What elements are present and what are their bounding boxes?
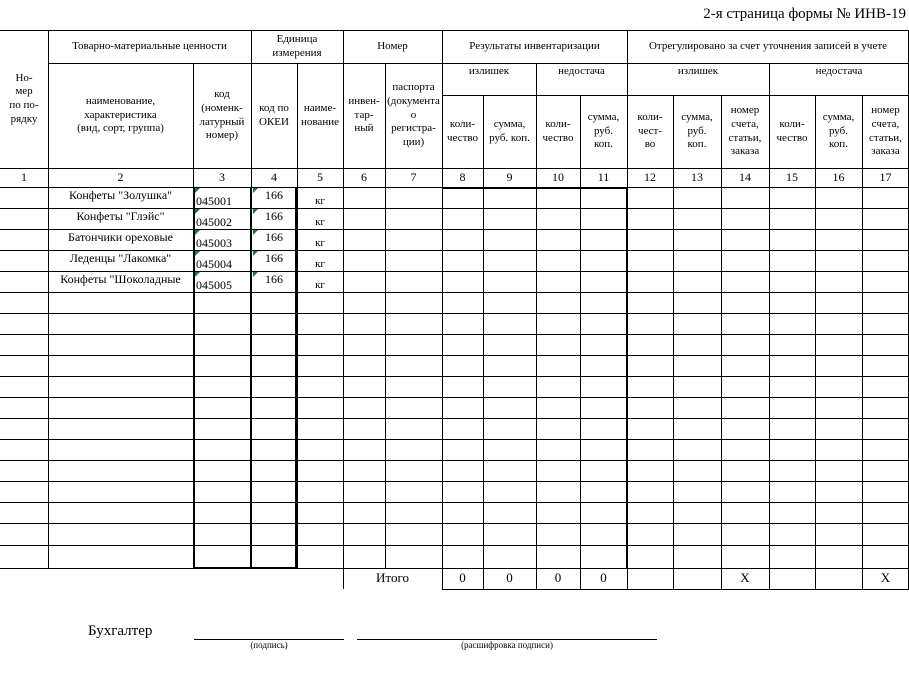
cell-marker-icon — [253, 251, 258, 256]
res-shortage-qty: коли- чество — [542, 117, 574, 144]
adj-surplus-header: излишек — [677, 64, 719, 77]
cell-marker-icon — [195, 230, 200, 235]
grid-hline — [0, 502, 909, 503]
total-adj-shortage-account: X — [880, 570, 891, 586]
cell-marker-icon — [195, 188, 200, 193]
totals-label: Итого — [376, 570, 409, 586]
row-unit-name: кг — [315, 194, 325, 207]
grid-hline — [193, 567, 297, 569]
group-number-header: Номер — [377, 39, 408, 52]
column-number: 12 — [644, 170, 656, 184]
grid-hline — [0, 397, 909, 398]
row-goods-name: Конфеты "Золушка" — [68, 188, 173, 202]
row-unit-name: кг — [315, 236, 325, 249]
column-number: 10 — [552, 170, 564, 184]
row-okei-code: 166 — [265, 251, 283, 265]
column-number: 15 — [786, 170, 798, 184]
column-number: 6 — [361, 170, 367, 184]
row-goods-name: Конфеты "Шоколадные — [60, 272, 181, 286]
res-shortage-header: недостача — [558, 64, 605, 77]
group-unit-header: Единица измерения — [272, 32, 322, 59]
row-goods-name: Конфеты "Глэйс" — [76, 209, 165, 223]
grid-hline — [0, 439, 909, 440]
decode-caption: (расшифровка подписи) — [461, 640, 553, 651]
grid-hline — [0, 376, 909, 377]
column-number: 2 — [117, 170, 124, 184]
num-inventory-header: инвен- тар- ный — [348, 94, 380, 135]
group-adjusted-header: Отрегулировано за счет уточнения записей в учете — [648, 39, 888, 52]
group-results-header: Результаты инвентаризации — [469, 39, 600, 52]
column-number: 5 — [317, 170, 323, 184]
column-number: 1 — [21, 170, 27, 184]
num-passport-header: паспорта (документа о регистра- ции) — [387, 81, 440, 149]
form-title: 2-я страница формы № ИНВ-19 — [703, 5, 906, 22]
row-okei-code: 166 — [265, 230, 283, 244]
column-number: 14 — [739, 170, 751, 184]
adj-shortage-header: недостача — [815, 64, 863, 77]
column-number: 9 — [506, 170, 513, 184]
total-adj-surplus-account: X — [740, 570, 750, 586]
group-goods-header: Товарно-материальные ценности — [72, 39, 227, 52]
adj-shortage-sum: сумма, руб. коп. — [822, 110, 855, 151]
grid-vline — [626, 187, 628, 568]
row-unit-name: кг — [315, 278, 325, 291]
cell-marker-icon — [195, 251, 200, 256]
column-number: 16 — [832, 170, 845, 184]
goods-name-header: наименование, характеристика (вид, сорт, группа) — [77, 94, 164, 135]
grid-hline — [0, 313, 909, 314]
row-goods-code: 045002 — [196, 215, 232, 229]
row-goods-name: Батончики ореховые — [68, 230, 173, 244]
row-okei-code: 166 — [265, 188, 283, 202]
total-surplus-sum: 0 — [506, 570, 513, 586]
row-goods-name: Леденцы "Лакомка" — [69, 251, 172, 265]
adj-shortage-account: номер счета, статьи, заказа — [869, 104, 902, 158]
cell-marker-icon — [253, 272, 258, 277]
res-surplus-sum: сумма, руб. коп. — [489, 117, 530, 144]
grid-hline — [0, 481, 909, 482]
column-number: 4 — [271, 170, 277, 184]
col-number-header: Но- мер по по- рядку — [9, 71, 39, 125]
row-goods-code: 045004 — [196, 257, 232, 271]
column-number: 13 — [691, 170, 703, 184]
res-surplus-header: излишек — [468, 64, 510, 77]
grid-hline — [442, 187, 628, 189]
grid-hline — [0, 292, 909, 293]
signature-role: Бухгалтер — [88, 622, 153, 639]
grid-hline — [0, 523, 909, 524]
unit-name-header: наиме- нование — [301, 101, 339, 128]
row-okei-code: 166 — [265, 272, 283, 286]
grid-vline — [193, 187, 195, 568]
cell-marker-icon — [195, 272, 200, 277]
row-unit-name: кг — [315, 257, 325, 270]
grid-hline — [0, 545, 909, 546]
row-goods-code: 045005 — [196, 278, 232, 292]
grid-hline — [0, 418, 909, 419]
row-okei-code: 166 — [265, 209, 283, 223]
column-number: 8 — [459, 170, 466, 184]
total-surplus-qty: 0 — [459, 570, 466, 586]
adj-surplus-sum: сумма, руб. коп. — [681, 110, 713, 151]
unit-okei-header: код по ОКЕИ — [259, 101, 289, 128]
grid-hline — [0, 334, 909, 335]
cell-marker-icon — [195, 209, 200, 214]
res-surplus-qty: коли- чество — [447, 117, 478, 144]
grid-hline — [0, 460, 909, 461]
grid-hline — [0, 355, 909, 356]
column-number: 7 — [410, 170, 417, 184]
signature-caption: (подпись) — [250, 640, 288, 651]
total-shortage-sum: 0 — [600, 570, 607, 586]
cell-marker-icon — [253, 209, 258, 214]
adj-shortage-qty: коли- чество — [776, 117, 808, 144]
column-number: 17 — [879, 170, 892, 184]
column-number: 11 — [597, 170, 610, 184]
cell-marker-icon — [253, 188, 258, 193]
total-shortage-qty: 0 — [554, 570, 562, 586]
goods-code-header: код (номенк- латурный номер) — [199, 88, 245, 142]
column-number: 3 — [219, 170, 225, 184]
cell-marker-icon — [253, 230, 258, 235]
res-shortage-sum: сумма, руб. коп. — [587, 110, 620, 151]
row-goods-code: 045001 — [196, 194, 232, 208]
adj-surplus-account: номер счета, статьи, заказа — [728, 104, 762, 158]
row-unit-name: кг — [315, 215, 325, 228]
adj-surplus-qty: коли- чест- во — [637, 110, 663, 151]
grid-hline — [442, 589, 909, 590]
row-goods-code: 045003 — [196, 236, 232, 250]
